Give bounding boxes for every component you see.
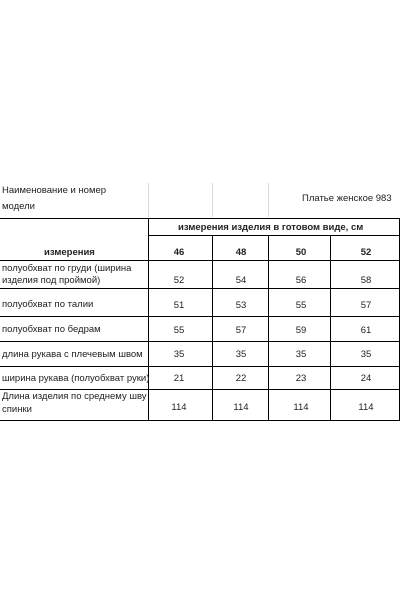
measurement-label: ширина рукава (полуобхват руки) — [2, 373, 150, 384]
measurement-value: 55 — [295, 300, 307, 311]
row-header: измерения — [44, 247, 95, 258]
table-border — [0, 260, 400, 261]
measurement-label: полуобхват по бедрам — [2, 324, 101, 335]
grid-line — [212, 183, 213, 217]
measurement-value: 114 — [233, 402, 249, 413]
measurement-value: 53 — [235, 300, 247, 311]
table-border — [148, 218, 149, 421]
table-border — [330, 235, 331, 421]
measurement-value: 35 — [360, 349, 372, 360]
measurement-value: 56 — [295, 275, 307, 286]
measurement-label: полуобхват по талии — [2, 299, 94, 310]
measurement-value: 24 — [360, 373, 372, 384]
table-caption: измерения изделия в готовом виде, см — [178, 222, 364, 233]
table-border — [0, 366, 400, 367]
measurement-value: 114 — [293, 402, 309, 413]
size-header: 50 — [295, 247, 307, 258]
grid-line — [148, 183, 149, 217]
measurement-value: 35 — [235, 349, 247, 360]
measurement-value: 61 — [360, 325, 372, 336]
size-header: 46 — [173, 247, 185, 258]
measurement-value: 35 — [173, 349, 185, 360]
measurement-label: Длина изделия по среднему шву — [2, 391, 147, 402]
table-border — [0, 218, 400, 219]
measurement-value: 114 — [358, 402, 374, 413]
table-border — [212, 235, 213, 421]
grid-line — [268, 183, 269, 217]
measurement-value: 23 — [295, 373, 307, 384]
measurement-value: 35 — [295, 349, 307, 360]
table-border — [0, 288, 400, 289]
measurement-value: 114 — [171, 402, 187, 413]
measurement-value: 58 — [360, 275, 372, 286]
measurement-label-cont: спинки — [2, 404, 32, 415]
measurement-value: 57 — [235, 325, 247, 336]
measurement-value: 55 — [173, 325, 185, 336]
measurement-label: полуобхват по груди (ширина — [2, 263, 132, 274]
measurement-value: 21 — [173, 373, 185, 384]
measurement-value: 54 — [235, 275, 247, 286]
table-border — [0, 316, 400, 317]
measurement-value: 22 — [235, 373, 247, 384]
model-name-value: Платье женское 983 — [302, 193, 392, 204]
table-border — [0, 420, 400, 421]
model-name-label: Наименование и номер — [2, 185, 107, 196]
size-header: 48 — [235, 247, 247, 258]
measurement-value: 57 — [360, 300, 372, 311]
table-border — [0, 389, 400, 390]
measurement-value: 51 — [173, 300, 185, 311]
model-name-label-cont: модели — [2, 201, 35, 212]
size-header: 52 — [360, 247, 372, 258]
table-border — [268, 235, 269, 421]
measurement-value: 52 — [173, 275, 185, 286]
table-border — [148, 235, 400, 236]
table-border — [0, 341, 400, 342]
measurement-label: длина рукава с плечевым швом — [2, 349, 143, 360]
measurement-label-cont: изделия под проймой) — [2, 275, 101, 286]
measurement-value: 59 — [295, 325, 307, 336]
